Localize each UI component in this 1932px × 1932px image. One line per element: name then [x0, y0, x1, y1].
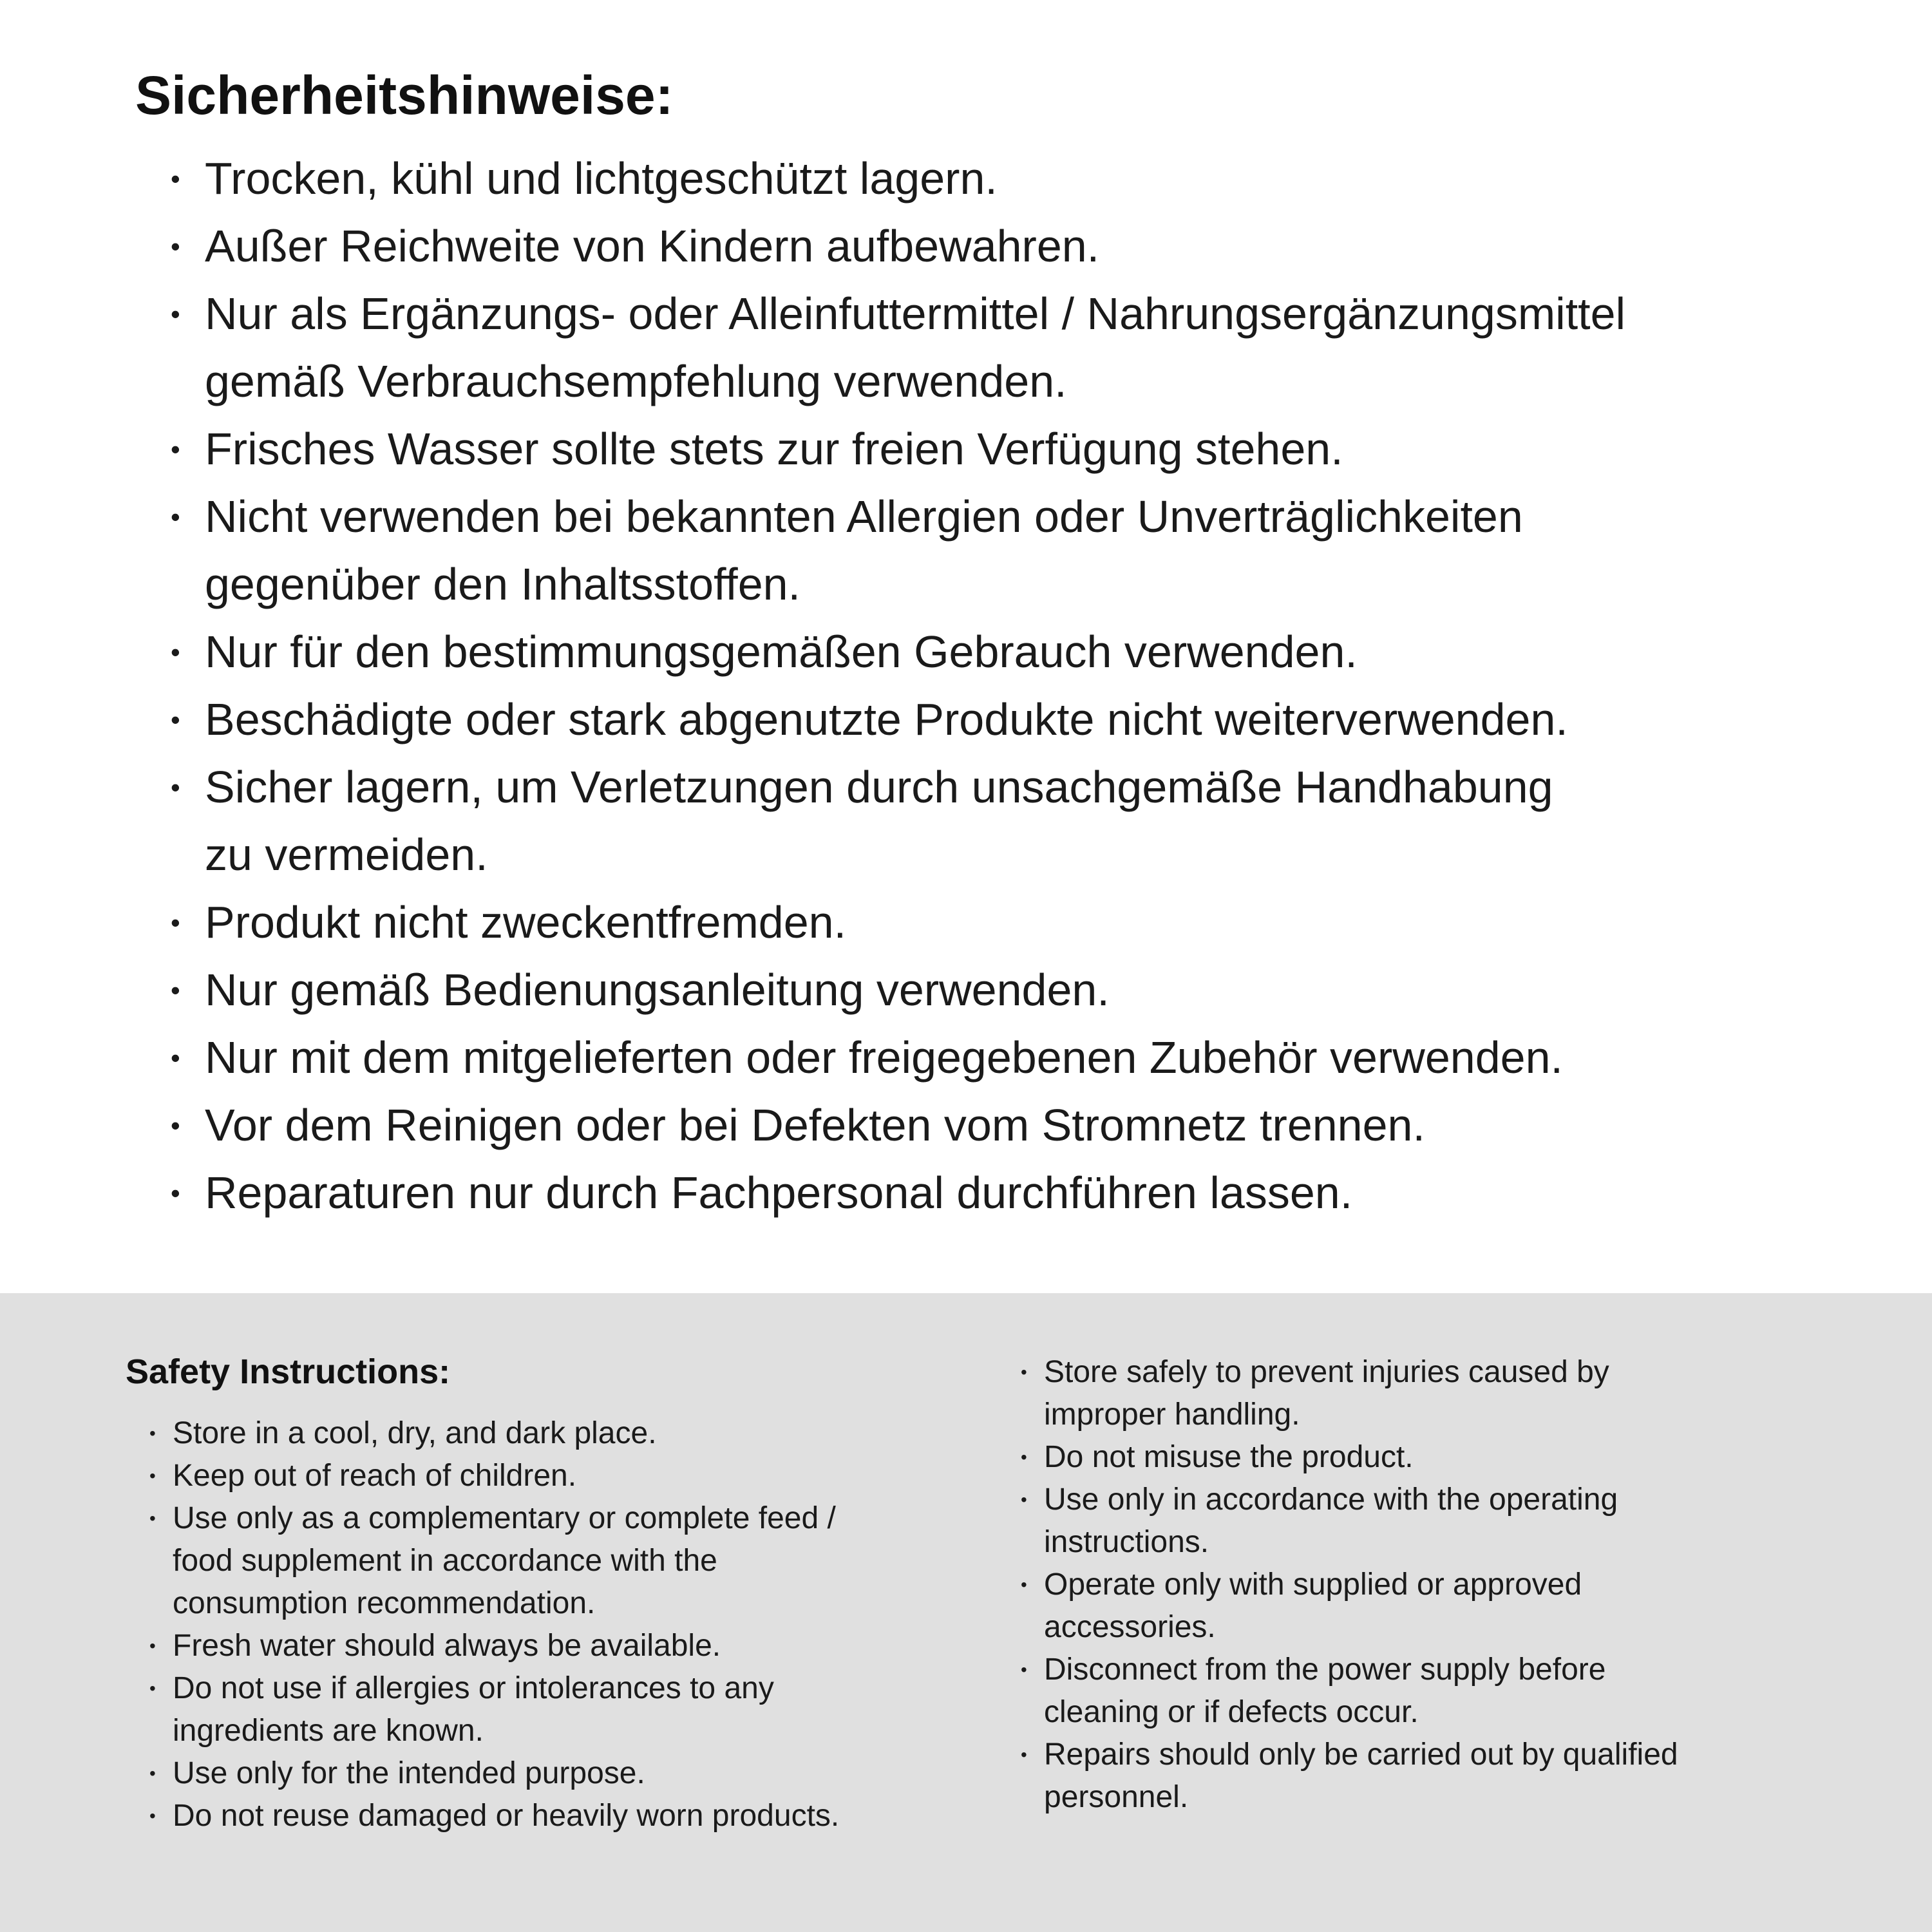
bullet-item: • Nur für den bestimmungsgemäßen Gebrauch verwenden.: [171, 618, 1861, 686]
bullet-item: • Beschädigte oder stark abgenutzte Produkte nicht weiterverwenden.: [171, 686, 1861, 753]
english-section-title: Safety Instructions:: [126, 1352, 451, 1391]
english-safety-section: [0, 1293, 1932, 1932]
bullet-item: • Store safely to prevent injuries caused by improper handling.: [1021, 1351, 1932, 1436]
bullet-item: • Use only as a complementary or complete feed / food supplement in accordance with the consumption recommendation.: [149, 1497, 1021, 1625]
bullet-item: • Do not reuse damaged or heavily worn products.: [149, 1795, 1021, 1837]
english-right-column: [1021, 1351, 1932, 1819]
bullet-item: • Nur als Ergänzungs- oder Alleinfuttermittel / Nahrungsergänzungsmittel gemäß Verbrauchsempfehlung verwenden.: [171, 280, 1861, 415]
bullet-item: • Trocken, kühl und lichtgeschützt lagern.: [171, 145, 1861, 213]
english-right-bullet-list: [1021, 1351, 1932, 1819]
bullet-item: • Do not misuse the product.: [1021, 1436, 1932, 1479]
bullet-item: • Store in a cool, dry, and dark place.: [149, 1412, 1021, 1455]
bullet-item: • Keep out of reach of children.: [149, 1455, 1021, 1497]
bullet-item: • Fresh water should always be available.: [149, 1625, 1021, 1667]
bullet-item: • Do not use if allergies or intolerances to any ingredients are known.: [149, 1667, 1021, 1752]
german-bullet-list: [171, 145, 1861, 1227]
bullet-item: • Reparaturen nur durch Fachpersonal durchführen lassen.: [171, 1159, 1861, 1227]
english-left-column: [126, 1351, 1021, 1837]
bullet-item: • Produkt nicht zweckentfremden.: [171, 889, 1861, 956]
german-section-title: Sicherheitshinweise:: [135, 65, 674, 126]
bullet-item: • Repairs should only be carried out by qualified personnel.: [1021, 1734, 1932, 1819]
bullet-item: • Frisches Wasser sollte stets zur freien Verfügung stehen.: [171, 415, 1861, 483]
bullet-item: • Use only in accordance with the operating instructions.: [1021, 1479, 1932, 1564]
bullet-item: • Use only for the intended purpose.: [149, 1752, 1021, 1795]
bullet-item: • Nicht verwenden bei bekannten Allergien oder Unverträglichkeiten gegenüber den Inhaltsstoffen.: [171, 483, 1861, 618]
bullet-item: • Sicher lagern, um Verletzungen durch unsachgemäße Handhabung zu vermeiden.: [171, 753, 1861, 889]
bullet-item: • Außer Reichweite von Kindern aufbewahren.: [171, 213, 1861, 280]
bullet-item: • Disconnect from the power supply before cleaning or if defects occur.: [1021, 1649, 1932, 1734]
bullet-item: • Nur mit dem mitgelieferten oder freigegebenen Zubehör verwenden.: [171, 1024, 1861, 1092]
bullet-item: • Nur gemäß Bedienungsanleitung verwenden.: [171, 956, 1861, 1024]
english-left-bullet-list: [149, 1412, 1021, 1837]
bullet-item: • Vor dem Reinigen oder bei Defekten vom Stromnetz trennen.: [171, 1092, 1861, 1159]
bullet-item: • Operate only with supplied or approved accessories.: [1021, 1564, 1932, 1649]
